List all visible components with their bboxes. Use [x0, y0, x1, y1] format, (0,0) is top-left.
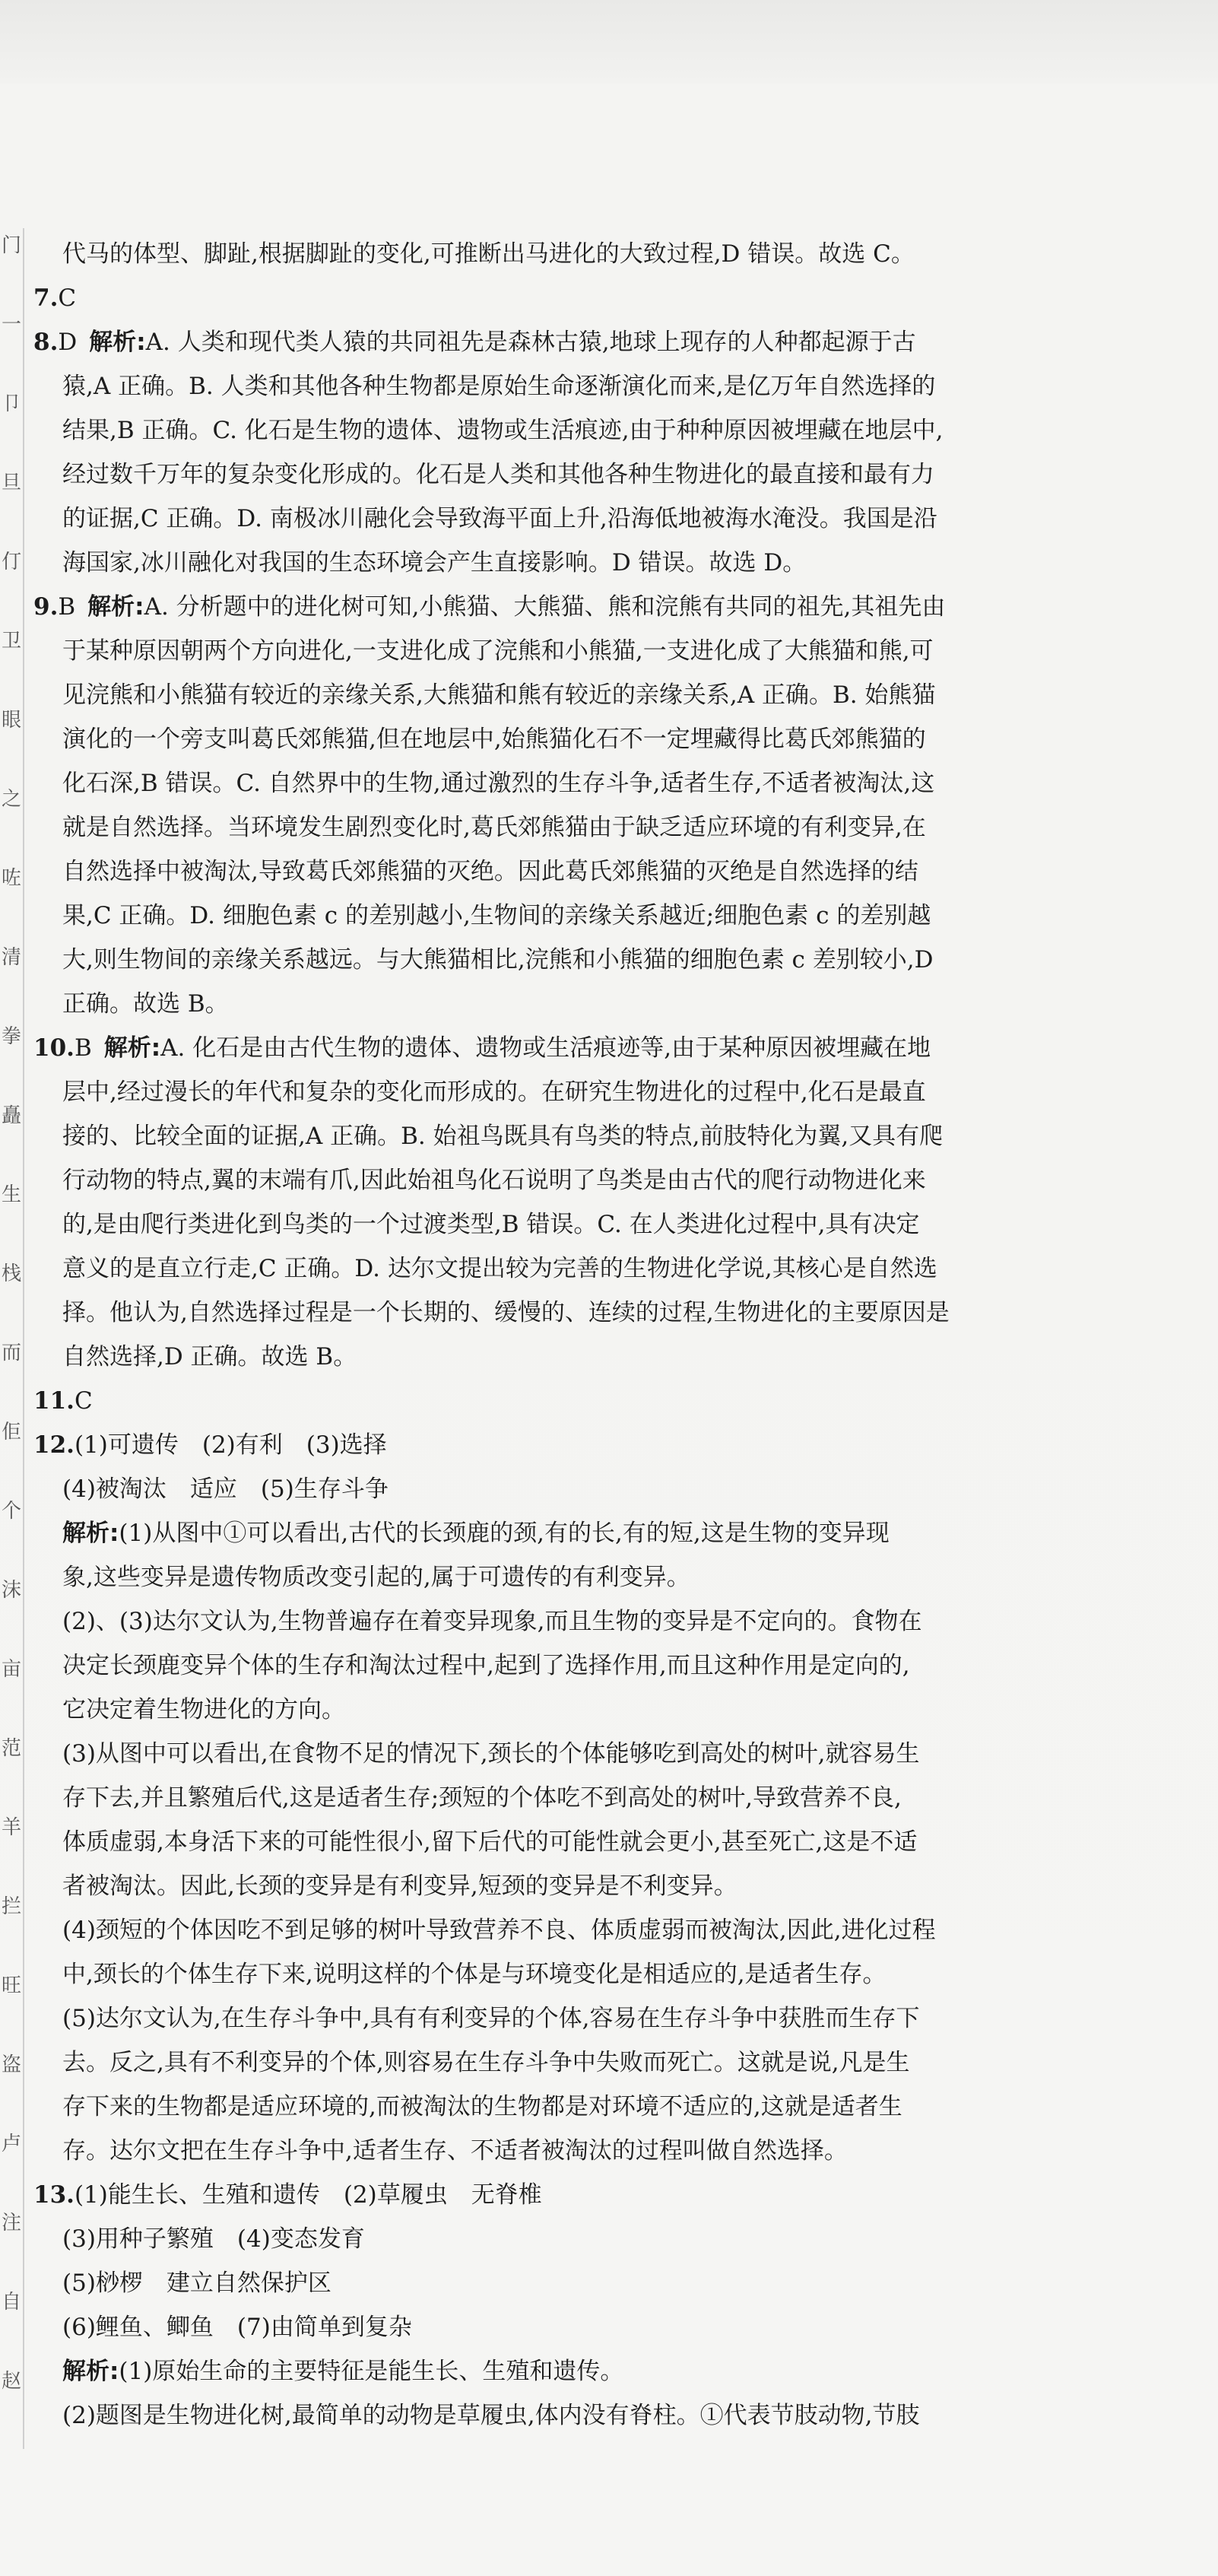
text-line: [33, 1423, 1098, 1467]
text-line: [33, 2305, 1098, 2349]
text-line: [33, 2041, 1098, 2085]
margin-char: 旦: [2, 472, 22, 494]
line-text: 意义的是直立行走,C 正确。D. 达尔文提出较为完善的生物进化学说,其核心是自然选: [62, 1255, 937, 1282]
line-text: 者被淘汰。因此,长颈的变异是有利变异,短颈的变异是不利变异。: [62, 1872, 737, 1900]
line-text: 于某种原因朝两个方向进化,一支进化成了浣熊和小熊猫,一支进化成了大熊猫和熊,可: [62, 637, 934, 665]
line-text: 代马的体型、脚趾,根据脚趾的变化,可推断出马进化的大致过程,D 错误。故选 C。: [62, 240, 915, 268]
analysis-label: 解析:: [62, 2358, 119, 2385]
text-line: [33, 1291, 1098, 1335]
line-text: 的,是由爬行类进化到鸟类的一个过渡类型,B 错误。C. 在人类进化过程中,具有决定: [62, 1211, 920, 1238]
margin-char: 眼: [2, 709, 22, 732]
text-line: [33, 2261, 1098, 2305]
line-text: 决定长颈鹿变异个体的生存和淘汰过程中,起到了选择作用,而且这种作用是定向的,: [62, 1652, 910, 1679]
margin-char: 拦: [2, 1895, 22, 1918]
text-line: [33, 1820, 1098, 1864]
line-text: C: [74, 1387, 93, 1415]
analysis-label: 解析:: [62, 1520, 119, 1547]
line-text: 结果,B 正确。C. 化石是生物的遗体、遗物或生活痕迹,由于种种原因被埋藏在地层中,: [62, 417, 944, 444]
line-text: (1)从图中①可以看出,古代的长颈鹿的颈,有的长,有的短,这是生物的变异现: [119, 1520, 890, 1547]
line-text: A. 人类和现代类人猿的共同祖先是森林古猿,地球上现存的人种都起源于古: [145, 329, 916, 356]
line-text: (2)、(3)达尔文认为,生物普遍存在着变异现象,而且生物的变异是不定向的。食物在: [62, 1608, 922, 1635]
text-line: [33, 1864, 1098, 1908]
text-line: [33, 1599, 1098, 1644]
text-line: [33, 894, 1098, 938]
line-text: 大,则生物间的亲缘关系越远。与大熊猫相比,浣熊和小熊猫的细胞色素 c 差别较小,D: [62, 946, 934, 974]
line-text: 存下去,并且繁殖后代,这是适者生存;颈短的个体吃不到高处的树叶,导致营养不良,: [62, 1784, 902, 1812]
question-number: 12.: [33, 1431, 75, 1459]
text-line: [33, 2173, 1098, 2217]
line-text: (2)题图是生物进化树,最简单的动物是草履虫,体内没有脊柱。①代表节肢动物,节肢: [62, 2402, 920, 2429]
text-line: [33, 364, 1098, 408]
line-text: 经过数千万年的复杂变化形成的。化石是人类和其他各种生物进化的最直接和最有力: [62, 461, 934, 488]
text-line: [33, 2129, 1098, 2173]
text-line: [33, 276, 1098, 320]
line-text: 正确。故选 B。: [62, 990, 229, 1018]
margin-char: 栈: [2, 1263, 22, 1285]
line-text: (1)可遗传 (2)有利 (3)选择: [74, 1431, 387, 1459]
line-text: (4)被淘汰 适应 (5)生存斗争: [62, 1475, 389, 1503]
answer-choice: D: [58, 329, 78, 356]
margin-char: 之: [2, 788, 22, 811]
answer-content: [33, 232, 1098, 2438]
line-text: (3)用种子繁殖 (4)变态发育: [62, 2225, 365, 2253]
text-line: [33, 761, 1098, 805]
text-line: [33, 938, 1098, 982]
text-line: [33, 453, 1098, 497]
line-text: 行动物的特点,翼的末端有爪,因此始祖鸟化石说明了鸟类是由古代的爬行动物进化来: [62, 1167, 926, 1194]
text-line: [33, 541, 1098, 585]
text-line: [33, 2393, 1098, 2438]
text-line: [33, 629, 1098, 673]
line-text: (5)桫椤 建立自然保护区: [62, 2269, 331, 2297]
text-line: [33, 1467, 1098, 1511]
question-number: 8.: [33, 329, 59, 356]
text-line: [33, 717, 1098, 761]
analysis-label: 解析:: [89, 329, 146, 356]
text-line: [33, 1644, 1098, 1688]
analysis-label: 解析:: [87, 593, 144, 621]
text-line: [33, 1335, 1098, 1379]
margin-char: 仃: [2, 551, 22, 573]
text-line: [33, 1379, 1098, 1423]
text-line: [33, 1202, 1098, 1247]
line-text: 它决定着生物进化的方向。: [62, 1696, 345, 1723]
line-text: 存。达尔文把在生存斗争中,适者生存、不适者被淘汰的过程叫做自然选择。: [62, 2137, 848, 2165]
text-line: [33, 1952, 1098, 1996]
margin-char: 拳: [2, 1025, 22, 1048]
text-line: [33, 585, 1098, 629]
margin-char: 范: [2, 1737, 22, 1760]
line-text: 层中,经过漫长的年代和复杂的变化而形成的。在研究生物进化的过程中,化石是最直: [62, 1078, 926, 1106]
text-line: [33, 1688, 1098, 1732]
margin-char: 咗: [2, 867, 22, 890]
margin-char: 注: [2, 2212, 22, 2235]
line-text: 海国家,冰川融化对我国的生态环境会产生直接影响。D 错误。故选 D。: [62, 549, 807, 577]
text-line: [33, 1247, 1098, 1291]
text-line: [33, 1776, 1098, 1820]
margin-char: 生: [2, 1183, 22, 1206]
question-number: 9.: [33, 593, 59, 621]
question-number: 13.: [33, 2181, 75, 2209]
line-text: 果,C 正确。D. 细胞色素 c 的差别越小,生物间的亲缘关系越近;细胞色素 c 的差别越: [62, 902, 931, 929]
margin-char: 自: [2, 2291, 22, 2314]
text-line: [33, 2349, 1098, 2393]
text-line: [33, 320, 1098, 364]
margin-char: 卩: [2, 392, 22, 415]
line-text: 自然选择,D 正确。故选 B。: [62, 1343, 357, 1371]
text-line: [33, 2217, 1098, 2261]
text-line: [33, 1158, 1098, 1202]
question-number: 10.: [33, 1034, 75, 1062]
line-text: 中,颈长的个体生存下来,说明这样的个体是与环境变化是相适应的,是适者生存。: [62, 1961, 887, 1988]
line-text: (1)能生长、生殖和遗传 (2)草履虫 无脊椎: [74, 2181, 542, 2209]
margin-char: 盗: [2, 2053, 22, 2076]
analysis-label: 解析:: [103, 1034, 161, 1062]
line-text: 自然选择中被淘汰,导致葛氏郊熊猫的灭绝。因此葛氏郊熊猫的灭绝是自然选择的结: [62, 858, 918, 885]
margin-char: 卢: [2, 2133, 22, 2155]
margin-char: 矗: [2, 1104, 22, 1127]
line-text: C: [58, 284, 77, 312]
line-text: (5)达尔文认为,在生存斗争中,具有有利变异的个体,容易在生存斗争中获胜而生存下: [62, 2005, 920, 2032]
margin-char: 一: [2, 313, 22, 336]
text-line: [33, 1555, 1098, 1599]
text-line: [33, 1996, 1098, 2041]
line-text: 去。反之,具有不利变异的个体,则容易在生存斗争中失败而死亡。这就是说,凡是生: [62, 2049, 910, 2076]
margin-char: 旺: [2, 1974, 22, 1997]
margin-char: 沫: [2, 1579, 22, 1602]
margin-char: 佢: [2, 1421, 22, 1444]
line-text: (4)颈短的个体因吃不到足够的树叶导致营养不良、体质虚弱而被淘汰,因此,进化过程: [62, 1917, 936, 1944]
top-shadow: [0, 0, 1218, 84]
text-line: [33, 850, 1098, 894]
text-line: [33, 982, 1098, 1026]
margin-char: 而: [2, 1342, 22, 1364]
text-line: [33, 2085, 1098, 2129]
text-line: [33, 1114, 1098, 1158]
text-line: [33, 1908, 1098, 1952]
margin-char: 门: [2, 234, 22, 257]
left-margin-strip: [0, 228, 24, 2449]
line-text: 就是自然选择。当环境发生剧烈变化时,葛氏郊熊猫由于缺乏适应环境的有利变异,在: [62, 814, 926, 841]
text-line: [33, 497, 1098, 541]
line-text: 演化的一个旁支叫葛氏郊熊猫,但在地层中,始熊猫化石不一定埋藏得比葛氏郊熊猫的: [62, 726, 926, 753]
line-text: A. 分析题中的进化树可知,小熊猫、大熊猫、熊和浣熊有共同的祖先,其祖先由: [144, 593, 946, 621]
line-text: 猿,A 正确。B. 人类和其他各种生物都是原始生命逐渐演化而来,是亿万年自然选择的: [62, 373, 936, 400]
text-line: [33, 805, 1098, 850]
line-text: (1)原始生命的主要特征是能生长、生殖和遗传。: [119, 2358, 624, 2385]
margin-char: 卫: [2, 630, 22, 653]
text-line: [33, 673, 1098, 717]
line-text: (3)从图中可以看出,在食物不足的情况下,颈长的个体能够吃到高处的树叶,就容易生: [62, 1740, 920, 1768]
text-line: [33, 1511, 1098, 1555]
text-line: [33, 408, 1098, 453]
line-text: 体质虚弱,本身活下来的可能性很小,留下后代的可能性就会更小,甚至死亡,这是不适: [62, 1828, 918, 1856]
question-number: 11.: [33, 1387, 75, 1415]
margin-char: 清: [2, 946, 22, 969]
text-line: [33, 1732, 1098, 1776]
margin-char: 亩: [2, 1658, 22, 1681]
line-text: 存下来的生物都是适应环境的,而被淘汰的生物都是对环境不适应的,这就是适者生: [62, 2093, 902, 2120]
text-line: [33, 1026, 1098, 1070]
line-text: 见浣熊和小熊猫有较近的亲缘关系,大熊猫和熊有较近的亲缘关系,A 正确。B. 始熊猫: [62, 681, 936, 709]
margin-char: 个: [2, 1500, 22, 1523]
answer-choice: B: [58, 593, 76, 621]
margin-char: 羊: [2, 1816, 22, 1839]
answer-choice: B: [74, 1034, 92, 1062]
line-text: 象,这些变异是遗传物质改变引起的,属于可遗传的有利变异。: [62, 1564, 690, 1591]
line-text: 的证据,C 正确。D. 南极冰川融化会导致海平面上升,沿海低地被海水淹没。我国是沿: [62, 505, 937, 532]
text-line: [33, 232, 1098, 276]
line-text: 择。他认为,自然选择过程是一个长期的、缓慢的、连续的过程,生物进化的主要原因是: [62, 1299, 950, 1326]
line-text: A. 化石是由古代生物的遗体、遗物或生活痕迹等,由于某种原因被埋藏在地: [160, 1034, 931, 1062]
margin-char: 赵: [2, 2370, 22, 2393]
question-number: 7.: [33, 284, 59, 312]
text-line: [33, 1070, 1098, 1114]
line-text: 接的、比较全面的证据,A 正确。B. 始祖鸟既具有鸟类的特点,前肢特化为翼,又具有爬: [62, 1123, 944, 1150]
line-text: (6)鲤鱼、鲫鱼 (7)由简单到复杂: [62, 2314, 412, 2341]
line-text: 化石深,B 错误。C. 自然界中的生物,通过激烈的生存斗争,适者生存,不适者被淘汰,这: [62, 770, 935, 797]
